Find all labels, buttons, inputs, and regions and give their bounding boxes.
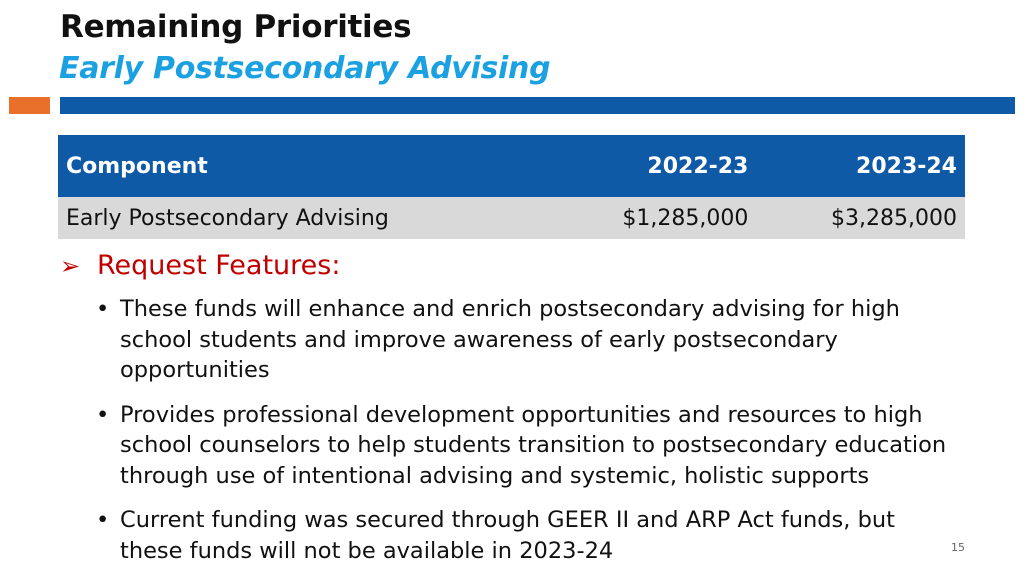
list-item (96, 294, 958, 386)
bullet-dot-icon: • (96, 401, 110, 428)
feature-bullet-list (96, 294, 958, 580)
bullet-text: Current funding was secured through GEER II and ARP Act funds, but these funds will not be available in 2023-24 (120, 507, 895, 564)
budget-table (58, 135, 965, 239)
cell-component: Early Postsecondary Advising (58, 197, 557, 239)
blue-accent-bar (60, 97, 1015, 114)
slide-subtitle: Early Postsecondary Advising (59, 51, 551, 86)
slide-title: Remaining Priorities (60, 9, 412, 45)
header-2022-23: 2022-23 (557, 135, 757, 197)
table-header-row (58, 135, 965, 197)
cell-2023-24: $3,285,000 (756, 197, 965, 239)
cell-2022-23: $1,285,000 (557, 197, 757, 239)
bullet-dot-icon: • (96, 507, 110, 533)
header-2023-24: 2023-24 (756, 135, 965, 197)
arrow-bullet-icon: ➢ (60, 251, 81, 280)
request-features-heading (60, 250, 340, 281)
page-number: 15 (951, 541, 965, 554)
request-features-label: Request Features: (97, 250, 341, 281)
bullet-text: These funds will enhance and enrich postsecondary advising for high school students and improve awareness of early postsecondary opportunities (120, 296, 900, 383)
table-row (58, 197, 965, 239)
bullet-dot-icon: • (96, 296, 110, 322)
bullet-text: Provides professional development opportunities and resources to high school counselors to help students transition to postsecondary education through use of intentional advising and systemic, holistic supports (120, 401, 947, 489)
orange-accent-bar (9, 97, 50, 114)
list-item (96, 505, 958, 566)
list-item (96, 400, 958, 492)
header-component: Component (58, 135, 557, 197)
